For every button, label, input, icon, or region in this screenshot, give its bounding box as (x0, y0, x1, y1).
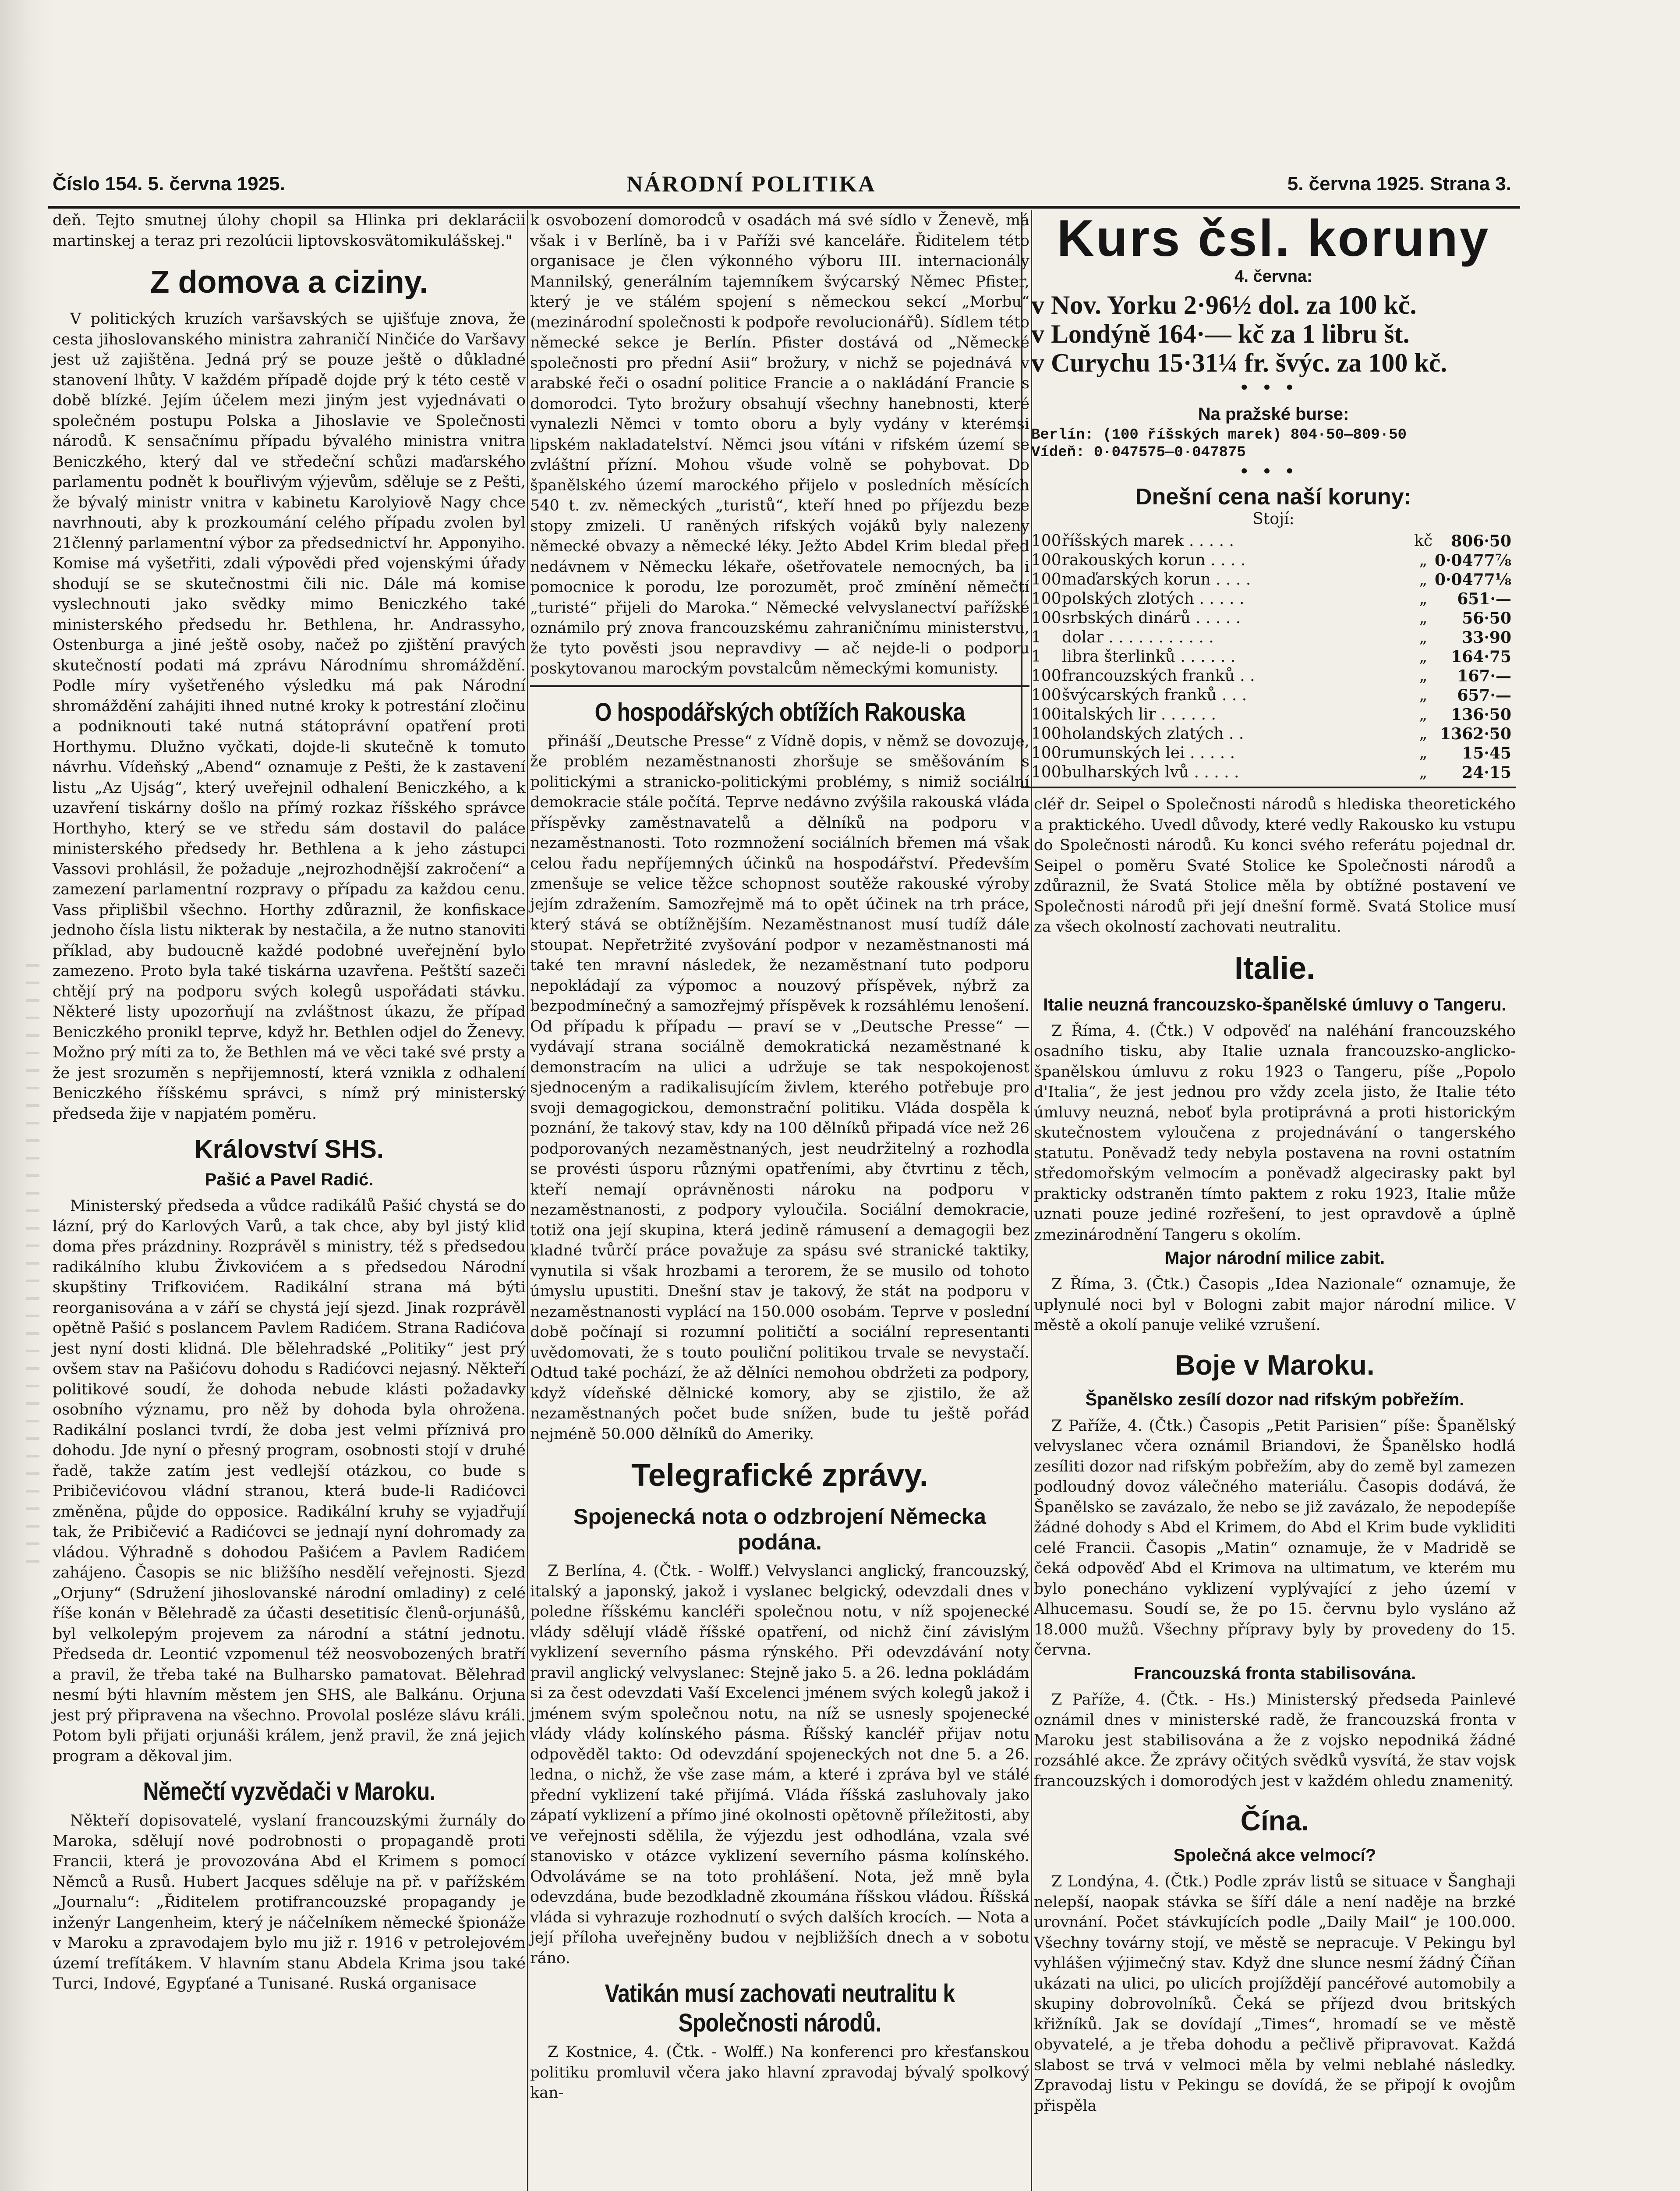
rate-cur: srbských dinárů . . . . . (1062, 609, 1241, 627)
rate-val: 657·— (1457, 686, 1511, 705)
rate-row (1031, 609, 1516, 628)
rate-cur: švýcarských franků . . . (1062, 686, 1247, 704)
rate-row (1031, 628, 1516, 647)
burse-line: Vídeň: 0·047575—0·047875 (1031, 444, 1246, 461)
rate-n: 100 (1031, 571, 1061, 589)
heading-boje: Boje v Maroku. (1175, 1349, 1375, 1381)
rate-unit: „ (1419, 763, 1428, 781)
rates-table (1031, 532, 1516, 782)
heading-telegraficke: Telegrafické zprávy. (631, 1458, 928, 1493)
rate-n: 1 (1031, 648, 1041, 666)
rate-cur: polských zlotých . . . . . (1062, 590, 1245, 608)
rate-cur: rumunských lei . . . . . (1062, 744, 1235, 762)
rate-unit: „ (1419, 725, 1428, 743)
masthead: NÁRODNÍ POLITIKA (626, 172, 876, 197)
heading-z-domova: Z domova a ciziny. (150, 265, 428, 300)
article-boje: Z Paříže, 4. (Čtk.) Časopis „Petit Parisien“ píše: Španělský velvyslanec včera oznámil Briandovi, že Španělsko hodlá zesíliti dozor nad rifským pobřežím, aby do země byl zamezen podloudný dovoz válečného materiálu. Časopis dodává, že Španělsko se zavázalo, že nebo se již zavázalo, že nepodepíše žádné dohody s Abd el Krimem, do Abd el Krim bude vykliditi celé Francii. Časopis „Matin“ oznamuje, že v Madridě se čeká odpověď Abd el Krimova na ultimatum, ve kterém mu bylo ponecháno vyklizení vyplývající z jeho území v Alhucemasu. Soudí se, že po 15. červnu bylo vysláno až 18.000 mužů. Všechny přípravy byly by provedeny do 15. června. (1034, 1417, 1516, 1659)
rate-n: 100 (1031, 551, 1061, 569)
article-nemecti: Někteří dopisovatelé, vyslaní francouzskými žurnály do Maroka, sdělují nové podrobnosti o propagandě proti Francii, která je provozována Abd el Krimem s pomocí Němců a Rusů. Hubert Jacques sděluje na př. v pařížském „Journalu“: „Řiditelem protifrancouzské propagandy je inženýr Langenheim, který je náčelníkem německé špionáže v Maroku a zpravodajem bylo mu již r. 1916 v petrolejovém území trefítákem. V hlavním stanu Abdela Krima jsou také Turci, Indové, Egypťané a Tunisané. Ruská organisace (53, 1812, 526, 1992)
kurs-line: v Londýně 164·— kč za 1 libru št. (1031, 319, 1410, 348)
cena-heading: Dnešní cena naší koruny: (1135, 484, 1411, 510)
rate-unit: „ (1419, 706, 1428, 723)
article-fronta: Z Paříže, 4. (Čtk. - Hs.) Ministerský předseda Painlevé oznámil dnes v ministerské radě, že francouzská fronta v Maroku jest stabilisována a že z vojsko nepodniká žádné rozsáhlé akce. Že zprávy očitých svědků vysvítá, že stav vojsk francouzských i domorodých jest v každém ohledu znamenitý. (1034, 1691, 1516, 1790)
subheading-nota: Spojenecká nota o odzbrojení Německa podána. (573, 1504, 986, 1554)
dots-separator: ••• (1239, 379, 1308, 397)
article-nota: Z Berlína, 4. (Čtk. - Wolff.) Velvyslanci anglický, francouzský, italský a japonský, jakož i vyslanec belgický, odevzdali dnes v poledne říšskému kancléři společnou notu, v níž spojenecké vlády sdělují vládě říšské opatření, od nichž činí závislým vyklizení severního pásma rýnského. Při odevzdávání noty pravil anglický velvyslanec: Stejně jako 5. a 26. ledna pokládám si za čest odevzdati Vaší Excelenci jménem svých kolegů jakož i jménem svým společnou notu, na níž se usnesly spojenecké vlády vlády kolínského pásma. Říšský kancléř přijav notu odpověděl takto: Od odevzdání spojeneckých not dne 5. a 26. ledna, o nichž, že vše zase mám, a které i zpráva byl ve stálé přední vyklizení také přijímá. Vláda říšská zasluhovaly jako zápatí vyklizení a přímo jiné okolnosti opětovně příležitosti, aby ve veřejnosti sdělila, že výjezdu jest odhodlána, vzala své stanovisko v otázce vyklizení severního pásma kolínského. Odvoláváme se na toto prohlášení. Nota, jež mně byla odevzdána, bude bezodkladně zkoumána říšskou vládou. Říšská vláda si vyhrazuje rozhodnutí o svých dalších krocích. — Nota a její příloha uveřejněny budou v nejbližších dnech a v sobotu ráno. (530, 1562, 1029, 1967)
rate-cur: bulharských lvů . . . . . (1062, 763, 1239, 781)
column-3 (1031, 209, 1516, 2191)
rate-unit: „ (1419, 686, 1428, 704)
rate-cur: francouzských franků . . (1062, 667, 1255, 685)
rate-row (1031, 647, 1516, 667)
article-hospodarske: přináší „Deutsche Presse“ z Vídně dopis, v němž se dovozuje, že problém nezaměstnanosti zhoršuje se směšováním s politickými a stranicko-politickými problémy, s nimiž sociální demokracie stále počítá. Teprve nedávno zvýšila rakouská vláda příspěvky zaměstnavatelů a dělníků na podporu v nezaměstnanosti. Toto rozmnožení sociálních břemen má však celou řadu nepříjemných účinků na hospodářství. Především zmenšuje se velice těžce schopnost soutěže rakouské výroby jejím zdražením. Samozřejmě má to opět účinek na trh práce, který stává se obtížnějším. Nezaměstnanost musí tudíž dále stoupat. Nepřetržité zvyšování podpor v nezaměstnanosti má také ten mravní následek, že nezaměstnaní tuto podporu nepokládají za výpomoc a nouzový příspěvek, nýbrž za bezpodmínečný a samozřejmý příspěvek k rozsáhlému lenošení. Od případu k případu — praví se v „Deutsche Presse“ — vydávají strana sociálně demokratická nezaměstnané k demonstracím na ulici a udržuje se tak nespokojenost sjednoceným a radikalisujícím živlem, kterého potřebuje pro svoji demagogickou, demonstrační politiku. Vláda dospěla k poznání, že takový stav, kdy na 100 dělníků připadá více než 26 podporovaných nezaměstnaných, jest neudržitelný a rozhodla se provésti úsporu různými opatřeními, aby čtvrtinu z těch, kteří nemají oprávněnosti nároku na podporu v nezaměstnanosti, z podpory vyloučila. Sociální demokracie, totiž ona její skupina, která jedině rámusení a demagogii bez kladné tvůrčí práce považuje za spásu své stranické taktiky, vynutila si však hrozbami a terorem, že se musilo od tohoto úmyslu upustiti. Dnešní stav je takový, že stát na podporu v nezaměstnanosti vyplácí na 150.000 osobám. Teprve v poslední době počínají si rozumní političtí a sociální representanti uvědomovati, že s touto pouliční politikou trvale se nevystačí. Odtud také pochází, že až dělníci nemohou obdržeti za podpory, když vídeňské dělnické komory, aby se zjistilo, že až nezaměstnaných počet bude snížen, bude tu ještě pořád nejméně 50.000 dělníků do Ameriky. (530, 732, 1029, 1443)
rate-unit: „ (1419, 590, 1428, 608)
rate-row (1031, 724, 1516, 744)
kurs-line: v Nov. Yorku 2·96½ dol. za 100 kč. (1031, 291, 1417, 319)
rate-n: 100 (1031, 763, 1061, 781)
rate-row (1031, 686, 1516, 705)
kurs-date: 4. června: (1234, 267, 1312, 286)
rate-val: 24·15 (1462, 763, 1511, 782)
rate-n: 100 (1031, 667, 1061, 685)
rate-n: 100 (1031, 590, 1061, 608)
rate-n: 100 (1031, 725, 1061, 743)
rate-n: 100 (1031, 744, 1061, 762)
subheading-major: Major národní milice zabit. (1164, 1248, 1385, 1268)
rate-n: 100 (1031, 686, 1061, 704)
rate-unit: „ (1419, 571, 1428, 589)
kurs-line: v Curychu 15·31¼ fr. švýc. za 100 kč. (1031, 348, 1447, 377)
article-vatikan: Z Kostnice, 4. (Čtk. - Wolff.) Na konferenci pro křesťanskou politiku promluvil včera jako hlavní zpravodaj bývalý spolkový kan- (530, 2043, 1029, 2102)
subheading-boje: Španělsko zesílí dozor nad rifským pobřežím. (1085, 1390, 1464, 1409)
rate-unit: „ (1419, 667, 1428, 685)
article-cina: Z Londýna, 4. (Čtk.) Podle zpráv listů se situace v Šanghaji nelepší, naopak stávka se šíří dále a není naděje na brzké urovnání. Počet stávkujících podle „Daily Mail“ je 100.000. Všechny továrny stojí, ve městě se nepracuje. V Pekingu byl vyhlášen výjimečný stav. Když dne slunce nesmí žádný Číňan ukázati na ulici, po ulicích projíždějí pancéřové automobily a skupiny dobrovolníků. Čeká se příjezd dvou britských křižníků. Jak se dovídají „Times“, hromadí se ve městě obyvatelé, a je třeba dohodu a pečlivě připravovat. Každá slabost se trvá v velmoci měla by velmi neblahé následky. Zpravodaj listu v Pekingu se dovídá, že se připojí k ovojům přispěla (1034, 1873, 1516, 2115)
rate-val: 0·0477⅞ (1434, 551, 1511, 570)
article-domova: V politických kruzích varšavských se ujišťuje znova, že cesta jihoslovanského ministra zahraničí Ninčiće do Varšavy jest už zajištěna. Jedná prý se pouze ještě o důkladné stanovení lhůty. V každém případě dojde prý k této cestě v době blízké. Jejím účelem mezi jiným jest vyjednávati o společném postupu Polska a Jihoslavie ve Společnosti národů. K sensačnímu případu bývalého ministra vnitra Beniczkého, který dal ve středeční schůzi maďarského parlamentu podnět k bouřlivým výjevům, sděluje se z Pešti, že bývalý ministr vnitra v kabinetu Karolyiově Nagy chce navrhnouti, aby k prozkoumání celého případu zvolen byl 21členný parlamentní výbor za předsednictví hr. Apponyiho. Komise má vyšetřiti, zdali výpovědi před vojenskými úřady shodují se se skutečnostmi čili nic. Dále má komise vyslechnouti jako svědky mimo Beniczkého také ministerského předsedu hr. Bethlena, hr. Andrassyho, Ostenburga a jiné ještě osoby, načež po zjištění pravých skutečností podati má zprávu Národnímu shromáždění. Podle míry vyšetřeného výsledku má pak Národní shromáždění zahájiti ihned nutné kroky k potrestání zločinu a podniknouti také nutná státoprávní opatření proti Horthymu. Dlužno vyčkati, dojde-li skutečně k tomuto návrhu. Vídeňský „Abend“ oznamuje z Pešti, že k zastavení listu „Az Ujság“, který uveřejnil odhalení Beniczkého, a k uzavření tiskárny došlo na přímý rozkaz říšského správce Horthyho, který se ve středu sám dostavil do paláce ministerského předsedy hr. Bethlena a k jeho zástupci Vassovi prohlásil, že požaduje „nejrozhodnější zakročení“ a zamezení parlamentní rozpravy o případu za každou cenu. Vass připlišbil všechno. Horthy zdůraznil, že konfiskace jednoho čísla listu nikterak by nestačila, a že nutno stanoviti příklad, aby budoucně každé podobné uveřejnění bylo zamezeno. Proto byla také tiskárna uzavřena. Peštští sazeči chtějí prý na podporu svých kolegů uspořádati stávku. Některé listy upozorňují na zvláštnost úkazu, že případ Beniczkého pronikl teprve, když hr. Bethlen odjel do Ženevy. Možno prý míti za to, že Bethlen má ve věci také své prsty a že jest srozuměn s nepřijemností, která vznikla z odhalení Beniczkého říšskému správci, s nímž prý ministerský předseda žije v napjatém poměru. (53, 310, 526, 1123)
article-major: Z Říma, 3. (Čtk.) Časopis „Idea Nazionale“ oznamuje, že uplynulé noci byl v Bologni zabit major národní milice. V městě a okolí panuje veliké vzrušení. (1034, 1276, 1516, 1334)
rate-row (1031, 551, 1516, 570)
column-rule-1 (527, 210, 528, 2191)
rate-unit: „ (1419, 744, 1428, 762)
binding-marks (26, 964, 39, 1578)
kurs-title: Kurs čsl. koruny (1057, 209, 1490, 267)
header-rule (48, 206, 1520, 209)
rate-val: 164·75 (1451, 648, 1511, 666)
dots-separator: ••• (1239, 463, 1308, 480)
rate-unit: „ (1419, 648, 1428, 666)
rate-val: 0·0477⅛ (1434, 571, 1511, 589)
rate-row (1031, 667, 1516, 686)
heading-italie: Italie. (1234, 950, 1316, 986)
rate-cur: dolar . . . . . . . . . . . (1062, 628, 1214, 646)
rate-row (1031, 763, 1516, 782)
heading-hospodarske: O hospodářských obtížích Rakouska (594, 698, 965, 727)
divider (530, 685, 1029, 687)
rate-val: 167·— (1457, 667, 1511, 685)
burse-line: Berlín: (100 říšských marek) 804·50—809·50 (1031, 427, 1407, 443)
issue-number: Číslo 154. 5. června 1925. (53, 173, 285, 195)
rate-row (1031, 589, 1516, 609)
rate-cur: říšských marek . . . . . (1062, 532, 1234, 550)
rate-row (1031, 705, 1516, 724)
rate-unit: „ (1419, 551, 1428, 569)
column-1 (53, 210, 526, 2191)
subheading-pasic: Pašić a Pavel Radić. (205, 1170, 374, 1189)
rate-row (1031, 744, 1516, 763)
rate-row (1031, 532, 1516, 551)
rate-n: 1 (1031, 628, 1041, 646)
rate-val: 33·90 (1462, 628, 1511, 647)
rate-n: 100 (1031, 609, 1061, 627)
subheading-italie: Italie neuzná francouzsko-španělské úmluvy o Tangeru. (1043, 995, 1507, 1014)
rate-row (1031, 570, 1516, 589)
rate-cur: maďarských korun . . . . (1062, 571, 1251, 589)
col1-intro: deň. Tejto smutnej úlohy chopil sa Hlinka pri deklarácii martinskej a teraz pri rezolúcii liptovskosvätomikulášskej." (53, 212, 526, 250)
rate-val: 651·— (1457, 590, 1511, 608)
article-seipel: cléř dr. Seipel o Společnosti národů s hlediska theoretického a praktického. Uvedl důvody, které vedly Rakousko ku vstupu do Společnosti národů. Ku konci svého referátu pojednal dr. Seipel o poměru Svaté Stolice ke Společnosti národů a zdůraznil, že Svatá Stolice měla by obtížné postavení ve Společnosti národů při její dnešní formě. Svatá Stolice musí za všech okolností zachovati neutralitu. (1034, 796, 1516, 936)
burse-heading: Na pražské burse: (1198, 404, 1349, 424)
col2-intro: k osvobození domorodců v osadách má své sídlo v Ženevě, má však i v Berlíně, ba i v Paříži své kanceláře. Řiditelem této organisace je člen výkonného výboru III. internacionály Mannilský, generálním tajemníkem švýcarský Němec Pfister, který je ve stálém spojení s německou sekcí „Morbu“ (mezinárodní společnosti k podpoře revolucionářů). Sídlem této německé sekce je Berlín. Pfister dostává od „Německé společnosti pro přední Asii“ brožury, v nichž se pojednává v arabské řeči o osadní politice Francie a o nakládání Francie s domorodci. Tyto brožury obsahují všechny hanebnosti, které vynalezli Němci v tomto oboru a byly vydány v kterémsi lipském nakladatelství. Němci jsou vítáni v rifském území se zvláštní přízní. Mohou všude volně se pohybovat. Do španělského území marockého přijelo v posledních měsících 540 t. zv. německých „turistů“, kteří hned po příjezdu beze stopy zmizeli. U raněných rifských vojáků byly nalezeny německé obvazy a německé léky. Ježto Abdel Krim bledal před nedávnem v Německu lékaře, ošetřovatele nemocných, ba i pomocnice k porodu, lze porozumět, proč zmínění němečtí „turisté“ přijeli do Maroka.“ Německé velvyslanectví pařížské oznámilo prý znova francouzskému zahraničnímu ministerstvu, že tyto pověsti jsou nepravdivy — ač nejde-li o podporu poskytovanou marockým povstalcům německými komunisty. (530, 212, 1029, 677)
rate-val: 806·50 (1451, 532, 1511, 550)
exchange-rates-box (1021, 209, 1516, 788)
rate-n: 100 (1031, 706, 1061, 723)
rate-cur: italských lir . . . . . . (1062, 706, 1216, 723)
rate-val: 15·45 (1462, 744, 1511, 762)
rate-val: 136·50 (1451, 706, 1511, 724)
heading-vatikan: Vatikán musí zachovati neutralitu k Společnosti národů. (605, 1979, 955, 2037)
subheading-cina: Společná akce velmocí? (1173, 1846, 1376, 1865)
article-shs: Ministerský předseda a vůdce radikálů Pašić chystá se do lázní, prý do Karlových Varů, a tak chce, aby byl jistý klid doma přes prázdniny. Rozprávěl s ministry, též s předsedou radikálního klubu Živkovićem a s předsedou Národní skupštiny Trifkovićem. Radikální strana má býti reorganisována a v září se chystá její sjezd. Jinak rozprávěl opětně Pašić s poslancem Pavlem Radićem. Strana Radićova jest nyní dosti klidná. Dle bělehradské „Politiky“ jest prý ovšem stav na Pašićovu dohodu s Radićovci nejasný. Někteří politikové soudí, že dohoda nebude klásti požadavky osobního významu, pro něž by dohoda byla ohrožena. Radikální poslanci tvrdí, že doba jest velmi příznivá pro dohodu. Jde nyní o přesný program, osobnosti stojí v druhé řadě, takže zatím jest vedlejší otázkou, co bude s Pribičevićovou vládní stranou, která bude-li Radićovci změněna, půjde do opposice. Radikální kruhy se vyjadřují tak, že Pribičević a Radićovci se jednají nyní dohromady za vládou. Výhradně s dohodou Pašićem a Pavlem Radićem zahájeno. Časopis se nic bližšího nesdělí veřejnosti. Sjezd „Orjuny“ (Sdružení jihoslovanské národní omladiny) z celé říše konán v Bělehradě za účasti desetitisíc členů-orjunášů, byl velkolepým projevem za národní a státní jednotu. Předseda dr. Leontić vzpomenul též neosvobozených bratří a pravil, že třeba také na Bulharsko pamatovat. Bělehrad nesmí býti hlavním městem jen SHS, ale Balkánu. Orjuna jest prý připravena na všechno. Provolal posléze slávu králi. Potom byli přijati orjunáši králem, jenž pravil, že zná jejich program a děkoval jim. (53, 1197, 526, 1765)
stoji-label: Stojí: (1252, 510, 1294, 528)
rate-cur: holandských zlatých . . (1062, 725, 1244, 743)
rate-unit: kč (1414, 532, 1432, 550)
rate-val: 56·50 (1462, 609, 1511, 628)
rate-val: 1362·50 (1440, 725, 1511, 743)
article-italie: Z Říma, 4. (Čtk.) V odpověď na naléhání francouzského osadního tisku, aby Italie uznala francouzsko-anglicko-španělskou úmluvu z roku 1923 o Tangeru, píše „Popolo d'Italia“, že jest jednou pro vždy zcela jisto, že Italie této úmluvy neuzná, neboť byla protiprávná a proti historickým skutečnostem vyloučena z projednávání o tangerského statutu. Poněvadž tedy nebyla postavena na rovni ostatním středomořským velmocím a poněvadž algecirasky pakt byl prakticky odstraněn tímto paktem z roku 1923, Italie může uznati pouze jediné rozřešení, to jest opravdově a úplně zmezinárodnění Tangeru s okolím. (1034, 1022, 1516, 1244)
rate-n: 100 (1031, 532, 1061, 550)
rate-cur: rakouských korun . . . . (1062, 551, 1246, 569)
heading-nemecti: Němečtí vyzvědači v Maroku. (143, 1777, 435, 1806)
folio-line (53, 173, 1511, 204)
page-number: 5. června 1925. Strana 3. (1287, 173, 1511, 195)
rate-cur: libra šterlinků . . . . . . (1062, 648, 1236, 666)
column-2 (530, 210, 1029, 2191)
rate-unit: „ (1419, 628, 1428, 646)
heading-cina: Čína. (1240, 1805, 1309, 1836)
subheading-fronta: Francouzská fronta stabilisována. (1133, 1663, 1416, 1683)
heading-shs: Království SHS. (195, 1135, 384, 1163)
rate-unit: „ (1419, 609, 1428, 627)
